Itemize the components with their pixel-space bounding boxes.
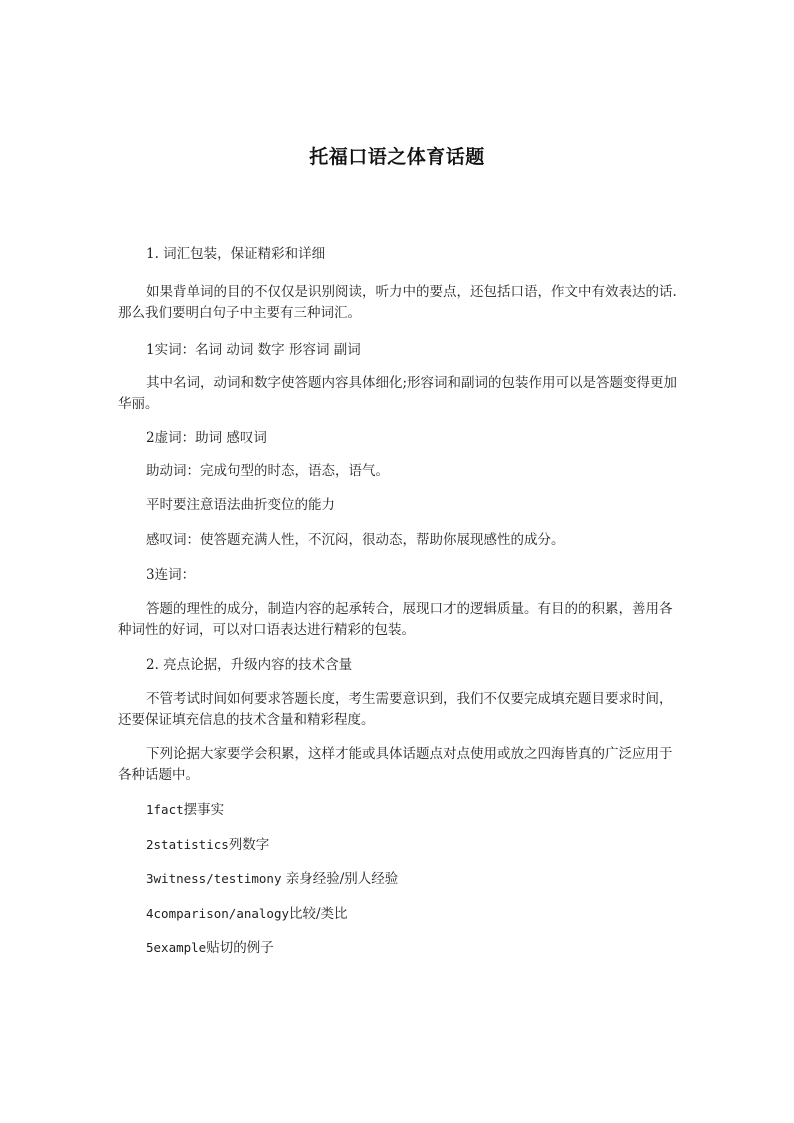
section-2-heading: 2. 亮点论据，升级内容的技术含量 — [146, 657, 353, 673]
grammar-note: 平时要注意语法曲折变位的能力 — [146, 497, 335, 513]
function-words-heading: 2虚词：助词 感叹词 — [146, 430, 267, 446]
evidence-item-chinese: 贴切的例子 — [206, 940, 274, 956]
content-words-heading: 1实词：名词 动词 数字 形容词 副词 — [146, 342, 361, 358]
evidence-item-number: 4 — [146, 906, 154, 921]
evidence-item-chinese: 比较/类比 — [289, 906, 348, 922]
section-2-body-1: 不管考试时间如何要求答题长度，考生需要意识到，我们不仅要完成填充题目要求时间，还要保证填充信息的技术含量和精彩程度。 — [118, 691, 673, 728]
evidence-item-number: 1 — [146, 802, 154, 817]
evidence-item — [118, 937, 678, 959]
evidence-item-number: 3 — [146, 871, 154, 886]
conjunction-heading: 3连词： — [146, 567, 196, 583]
evidence-item — [118, 834, 678, 856]
evidence-item — [118, 799, 678, 821]
evidence-item-number: 5 — [146, 940, 154, 955]
evidence-item-chinese: 列数字 — [228, 837, 270, 853]
section-2-body-2: 下列论据大家要学会积累，这样才能或具体话题点对点使用或放之四海皆真的广泛应用于各种话题中。 — [118, 746, 673, 783]
evidence-item-english: comparison/analogy — [153, 906, 289, 921]
auxiliary-words-body: 助动词：完成句型的时态，语态，语气。 — [146, 463, 389, 479]
evidence-item-number: 2 — [146, 837, 154, 852]
evidence-item-chinese: 亲身经验/别人经验 — [281, 871, 399, 887]
conjunction-body: 答题的理性的成分，制造内容的起承转合，展现口才的逻辑质量。有目的的积累，善用各种词性的好词，可以对口语表达进行精彩的包装。 — [118, 601, 673, 638]
evidence-item-english: statistics — [153, 837, 229, 852]
section-1-intro: 如果背单词的目的不仅仅是识别阅读，听力中的要点，还包括口语，作文中有效表达的话. 那么我们要明白句子中主要有三种词汇。 — [118, 284, 677, 321]
evidence-item-english: witness/testimony — [153, 871, 282, 886]
evidence-item — [118, 868, 678, 890]
document-title: 托福口语之体育话题 — [309, 146, 485, 168]
evidence-item-english: example — [153, 940, 207, 955]
evidence-item-chinese: 摆事实 — [183, 802, 225, 818]
evidence-item — [118, 903, 678, 925]
content-words-body: 其中名词，动词和数字使答题内容具体细化;形容词和副词的包装作用可以是答题变得更加华丽。 — [118, 375, 678, 412]
evidence-item-english: fact — [153, 802, 184, 817]
section-1-heading: 1. 词汇包装，保证精彩和详细 — [146, 246, 326, 262]
interjection-body: 感叹词：使答题充满人性，不沉闷，很动态，帮助你展现感性的成分。 — [146, 532, 565, 548]
